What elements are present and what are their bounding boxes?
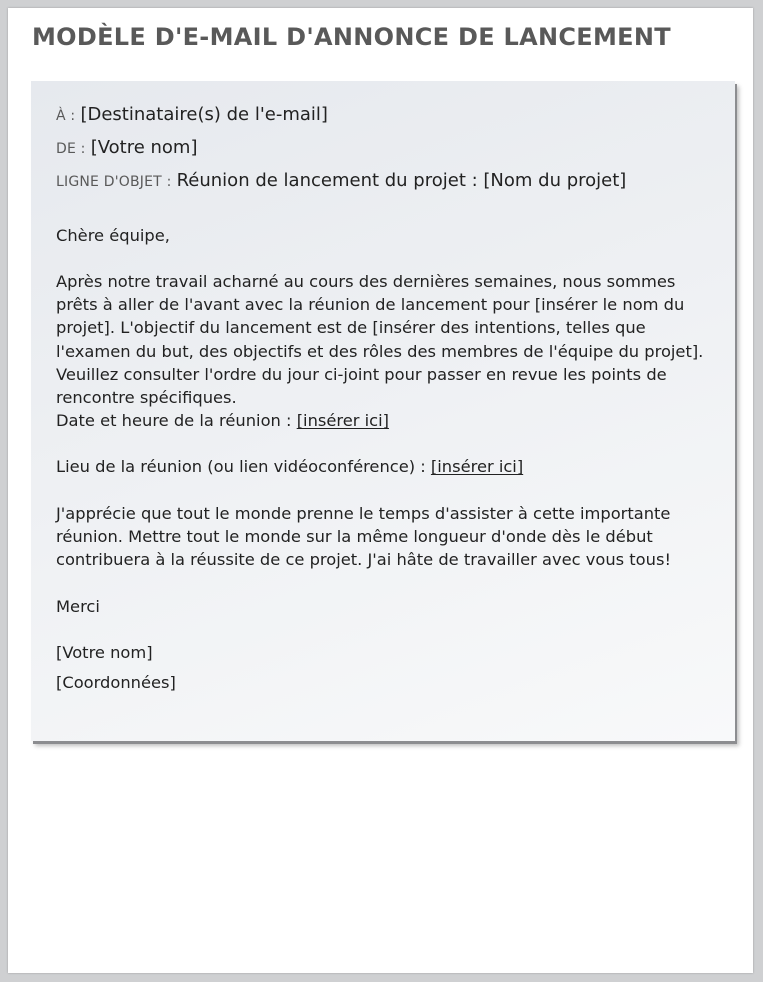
email-template-box (31, 81, 735, 741)
to-label: À : (56, 108, 76, 124)
subject-row (56, 170, 626, 191)
meeting-place-placeholder: [insérer ici] (430, 457, 524, 476)
meeting-date-placeholder: [insérer ici] (296, 411, 389, 430)
to-value: [Destinataire(s) de l'e-mail] (80, 104, 328, 125)
email-closing: Merci (56, 597, 100, 616)
email-paragraph-intro: Après notre travail acharné au cours des dernières semaines, nous sommes prêts à aller de l'avant avec la réunion de lancement pour [insérer le nom du projet]. L'objectif du lancement est de [insérer des intentions, telles que l'examen du but, des objectifs et des rôles des membres de l'équipe du projet]. Veuillez consulter l'ordre du jour ci-joint pour passer en revue les points de rencontre spécifiques. (56, 272, 704, 408)
signature-name: [Votre nom] (56, 643, 153, 662)
email-greeting: Chère équipe, (56, 226, 170, 245)
from-row (56, 137, 197, 158)
subject-value: Réunion de lancement du projet : [Nom du projet] (176, 170, 627, 191)
signature-contact: [Coordonnées] (56, 673, 176, 692)
meeting-date-line (56, 409, 716, 432)
from-value: [Votre nom] (90, 137, 198, 158)
subject-label: LIGNE D'OBJET : (56, 174, 172, 190)
from-label: DE : (56, 141, 86, 157)
meeting-place-line (56, 455, 716, 478)
to-row (56, 104, 328, 125)
meeting-date-label: Date et heure de la réunion : (56, 411, 297, 430)
email-paragraph-closing: J'apprécie que tout le monde prenne le temps d'assister à cette importante réunion. Mettre tout le monde sur la même longueur d'onde dès le début contribuera à la réussite de ce projet. J'ai hâte de travailler avec vous tous! (56, 504, 671, 570)
document-title: MODÈLE D'E-MAIL D'ANNONCE DE LANCEMENT (32, 23, 671, 51)
meeting-place-label: Lieu de la réunion (ou lien vidéoconférence) : (56, 457, 431, 476)
document-page (8, 8, 753, 973)
